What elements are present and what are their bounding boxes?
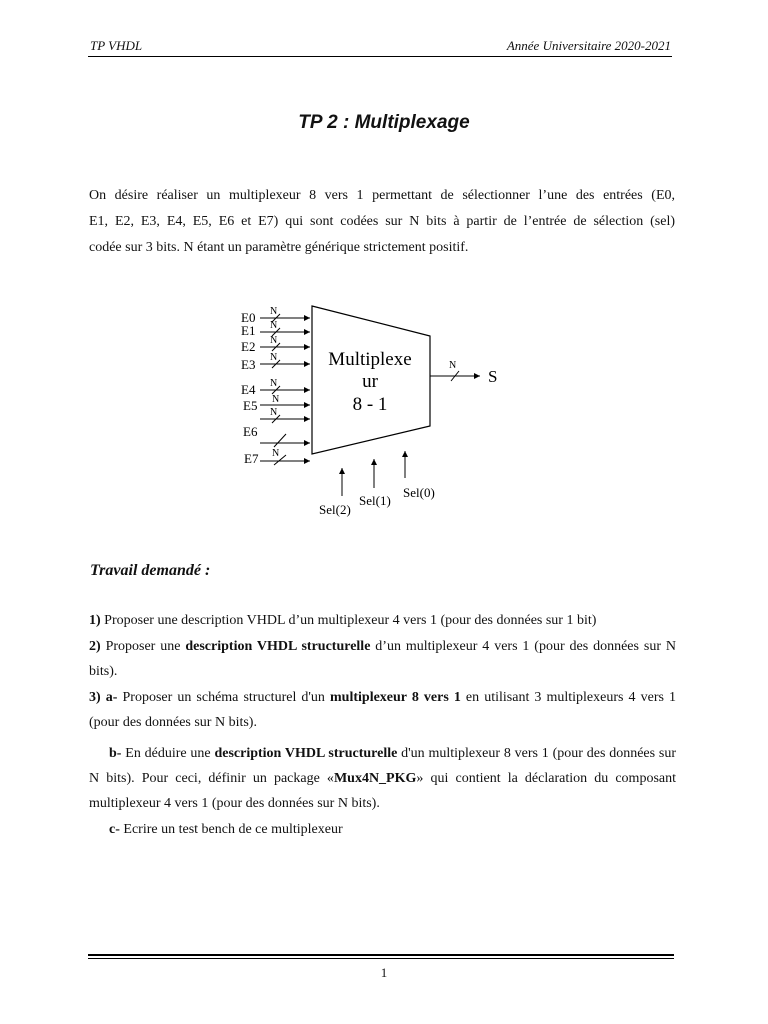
- input-label-e7: E7: [244, 451, 259, 466]
- task-text: Proposer une description VHDL d’un multiplexeur 4 vers 1 (pour des données sur 1 bit): [100, 613, 597, 628]
- task-number: 2): [89, 639, 101, 654]
- bus-width-label: N: [270, 407, 278, 418]
- input-label-e2: E2: [241, 339, 256, 354]
- package-name: Mux4N_PKG: [333, 771, 417, 786]
- task-item-3a: [89, 685, 676, 735]
- bus-width-label: N: [270, 306, 278, 317]
- header-divider: [88, 56, 672, 57]
- header-course: TP VHDL: [90, 38, 143, 53]
- mux-label-line1: Multiplexe: [328, 349, 412, 370]
- task-emphasis: multiplexeur 8 vers 1: [330, 690, 461, 705]
- input-label-e5: E5: [243, 398, 258, 413]
- task-indent: [89, 822, 109, 837]
- input-label-e4: E4: [241, 382, 256, 397]
- intro-paragraph: [89, 183, 675, 261]
- multiplexer-diagram: [230, 298, 520, 530]
- task-item-3b: [89, 741, 676, 816]
- footer-divider: [88, 958, 674, 959]
- task-number: 1): [89, 613, 101, 628]
- select-label-2: Sel(2): [319, 502, 351, 517]
- task-number: 3): [89, 690, 101, 705]
- task-item-3c: [89, 817, 676, 842]
- bus-width-label: N: [270, 352, 278, 363]
- task-text: En déduire une: [121, 746, 215, 761]
- task-emphasis: description VHDL structurelle: [185, 639, 371, 654]
- bus-width-label: N: [272, 394, 280, 405]
- task-item-1: [89, 608, 676, 633]
- bus-width-label: N: [270, 335, 278, 346]
- input-label-e0: E0: [241, 310, 256, 325]
- page-title: TP 2 : Multiplexage: [298, 112, 470, 133]
- task-text: » qui contient la déclaration du composant multiplexeur 4 vers 1 (pour des données sur N bits).: [89, 771, 676, 811]
- bus-width-label: N: [449, 360, 457, 371]
- output-label: S: [488, 367, 498, 386]
- select-label-0: Sel(0): [403, 485, 435, 500]
- task-item-2: [89, 634, 676, 684]
- task-indent: [89, 746, 109, 761]
- task-text: Proposer un schéma structurel d'un: [117, 690, 331, 705]
- mux-label-line2: ur: [362, 371, 378, 392]
- task-text: en utilisant 3 multiplexeurs 4 vers 1 (pour des données sur N bits).: [89, 690, 677, 730]
- bus-width-label: N: [270, 320, 278, 331]
- task-text: d’un multiplexeur 4 vers 1 (pour des données sur N bits).: [89, 639, 676, 679]
- task-text: Proposer une: [100, 639, 186, 654]
- task-letter: c-: [109, 822, 120, 837]
- bus-width-label: N: [272, 448, 280, 459]
- bus-width-label: N: [270, 378, 278, 389]
- section-title: Travail demandé :: [90, 562, 211, 579]
- input-label-e1: E1: [241, 323, 256, 338]
- input-label-e3: E3: [241, 357, 256, 372]
- select-label-1: Sel(1): [359, 493, 391, 508]
- task-emphasis: description VHDL structurelle: [214, 746, 398, 761]
- intro-line: codée sur 3 bits. N étant un paramètre générique strictement positif.: [89, 240, 469, 255]
- task-list: [89, 608, 676, 843]
- bus-slash: [274, 434, 286, 447]
- task-text: Ecrire un test bench de ce multiplexeur: [119, 822, 343, 837]
- task-letter: b-: [109, 746, 122, 761]
- task-letter: a-: [100, 690, 118, 705]
- mux-label-line3: 8 - 1: [352, 394, 388, 415]
- header-year: Année Universitaire 2020-2021: [506, 38, 671, 53]
- intro-line: E1, E2, E3, E4, E5, E6 et E7) qui sont codées sur N bits à partir de l’entrée de sélection (sel): [89, 214, 675, 229]
- intro-line: On désire réaliser un multiplexeur 8 vers 1 permettant de sélectionner l’une des entrées (E0,: [89, 188, 675, 203]
- input-label-e6: E6: [243, 424, 258, 439]
- task-text: d'un multiplexeur 8 vers 1 (pour des données sur N bits). Pour ceci, définir un package «: [89, 746, 677, 786]
- page-number: 1: [380, 965, 388, 980]
- footer-divider: [88, 954, 674, 956]
